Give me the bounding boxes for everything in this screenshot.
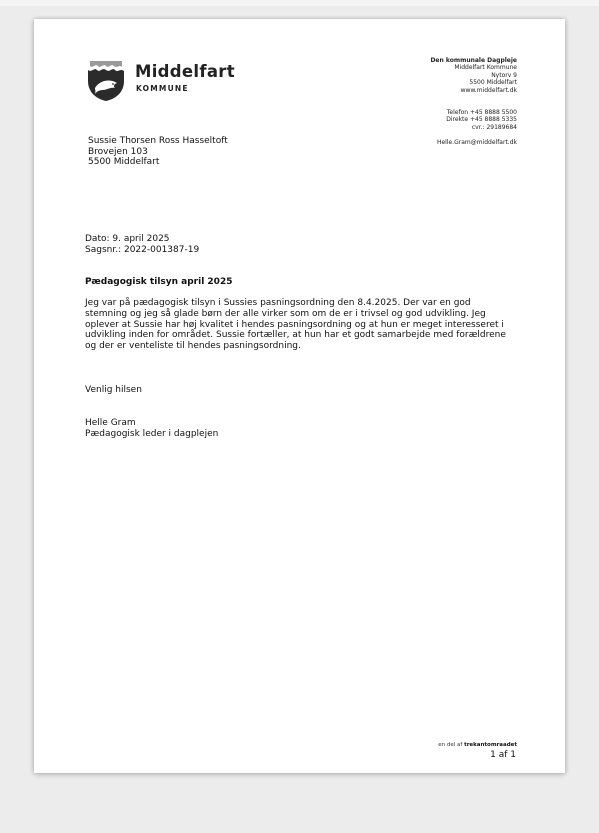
sender-email: Helle.Gram@middelfart.dk: [436, 139, 517, 147]
page-number: 1 af 1: [490, 750, 516, 760]
signature-title: Pædagogisk leder i dagplejen: [85, 428, 219, 439]
sender-cvr: cvr.: 29189684: [471, 123, 517, 131]
letter-subject: Pædagogisk tilsyn april 2025: [85, 277, 233, 287]
sender-line: Nytorv 9: [491, 71, 517, 79]
letter-meta: [85, 234, 199, 255]
document-page: [34, 19, 565, 773]
body-line: Jeg var på pædagogisk tilsyn i Sussies pasningsordning den 8.4.2025. Der var en god: [85, 298, 471, 308]
sender-org: Den kommunale Dagpleje: [430, 57, 517, 64]
footer-prefix: en del af: [438, 742, 463, 748]
viewer-top-bar: [0, 0, 599, 6]
sender-direct-phone: Direkte +45 8888 5335: [446, 116, 517, 124]
letter-closing: Venlig hilsen: [85, 385, 142, 395]
signature-block: [85, 418, 218, 440]
logo-subtitle: KOMMUNE: [136, 84, 189, 93]
recipient-city: 5500 Middelfart: [88, 157, 160, 168]
footer-brand-name: trekantomraadet: [464, 742, 517, 748]
body-line: udvikling inden for området. Sussie fortæller, at hun har et godt samarbejde med forældrene: [85, 330, 506, 341]
logo-name: Middelfart: [135, 62, 235, 81]
sender-line: Middelfart Kommune: [454, 64, 517, 72]
municipality-logo: [87, 57, 262, 105]
letter-body: [85, 298, 515, 352]
sender-website: www.middelfart.dk: [460, 86, 517, 94]
sender-block: [317, 57, 517, 147]
sender-phone: Telefon +45 8888 5500: [446, 109, 517, 117]
coat-of-arms-icon: [87, 57, 125, 102]
case-number: Sagsnr.: 2022-001387-19: [85, 244, 200, 255]
body-line: stemning og jeg så glade børn der alle virker som om de er i trivsel og god udvikling. Jeg: [85, 308, 486, 319]
signature-name: Helle Gram: [85, 418, 136, 428]
recipient-name: Sussie Thorsen Ross Hasseltoft: [88, 136, 228, 146]
letter-date: Dato: 9. april 2025: [85, 234, 170, 244]
sender-line: 5500 Middelfart: [469, 79, 517, 87]
body-line: og der er venteliste til hendes pasningsordning.: [85, 341, 301, 352]
recipient-address: [88, 136, 228, 168]
recipient-street: Brovejen 103: [88, 146, 148, 157]
body-line: oplever at Sussie har høj kvalitet i hendes pasningsordning og at hun er meget interesseret i: [85, 319, 504, 330]
footer-brand: [438, 742, 517, 748]
